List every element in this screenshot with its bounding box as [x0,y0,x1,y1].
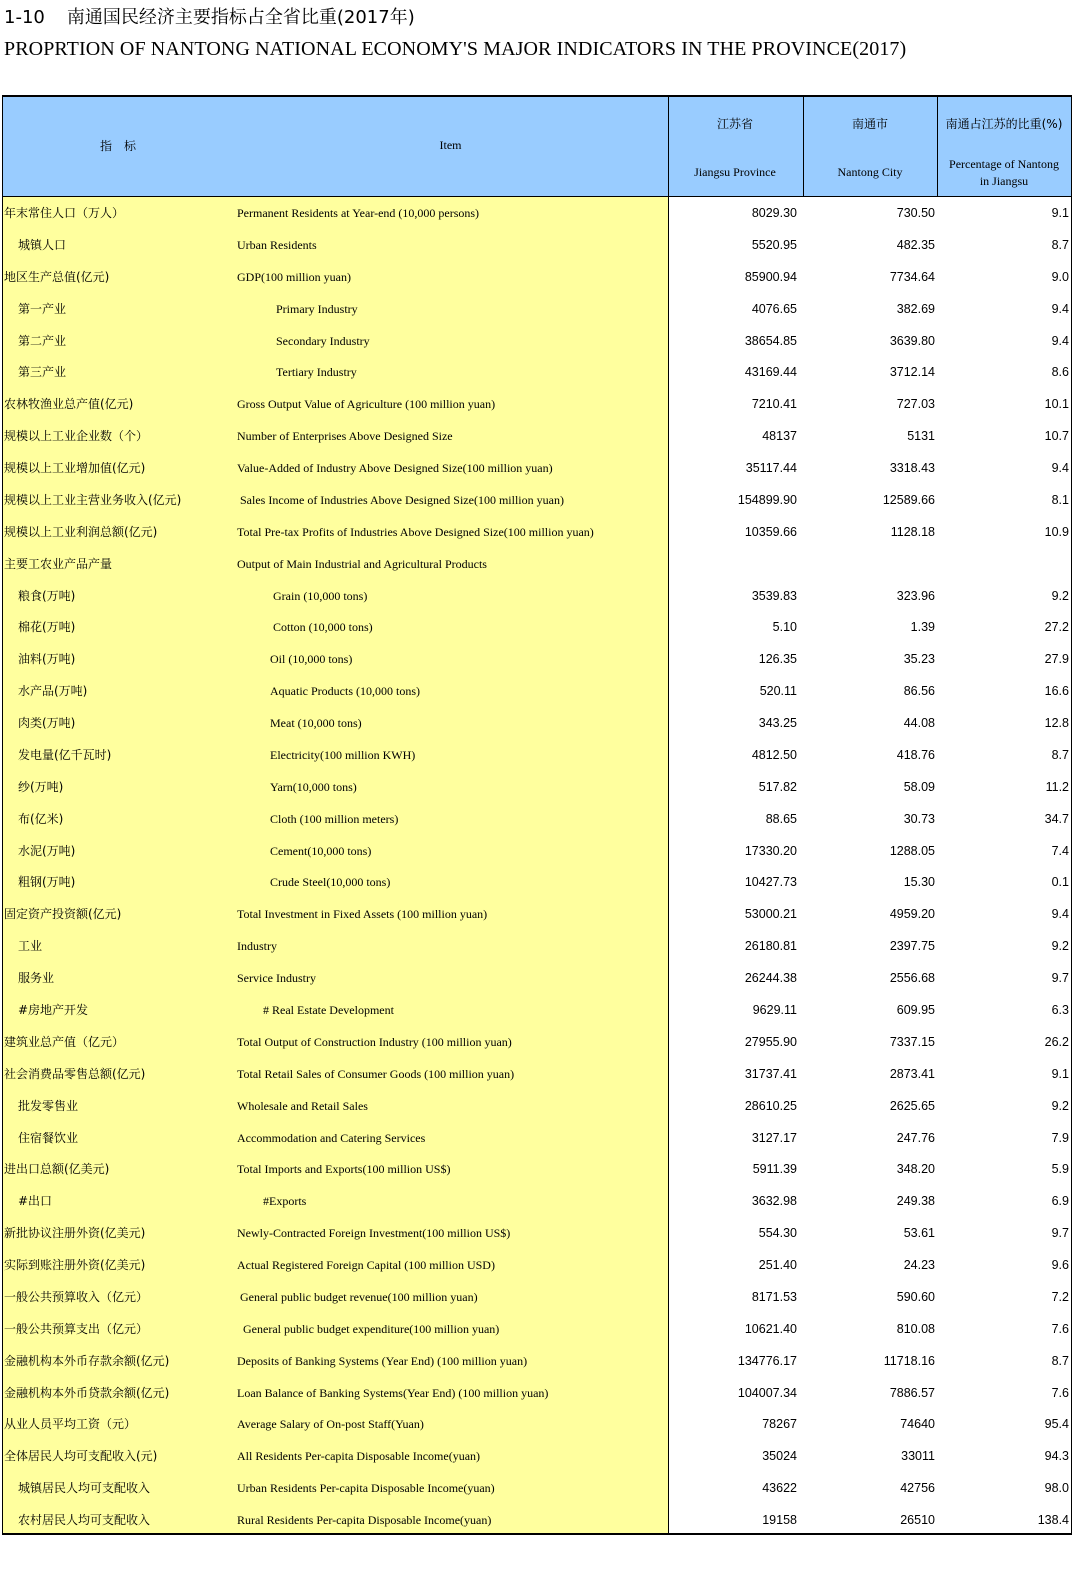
value-jiangsu: 53000.21 [744,907,797,922]
indicator-en: Value-Added of Industry Above Designed Size(100 million yuan) [237,461,553,476]
header-indicator: 指 标 [99,139,136,153]
table-row [3,994,1071,1026]
table-row [3,1281,1071,1313]
value-percentage: 95.4 [1044,1417,1069,1432]
value-percentage: 9.1 [1051,206,1069,220]
indicator-cn: 水产品(万吨) [18,684,88,699]
value-jiangsu: 38654.85 [744,333,797,348]
indicator-en: Urban Residents [237,237,317,252]
value-nantong: 7886.57 [889,1385,935,1400]
value-percentage: 9.4 [1051,333,1069,348]
value-nantong: 26510 [900,1513,935,1528]
indicator-cn: 第二产业 [18,333,67,348]
value-jiangsu: 5520.95 [751,237,797,252]
table-row [3,580,1071,612]
value-nantong: 30.73 [903,811,935,826]
table-row [3,1090,1071,1122]
value-jiangsu: 26180.81 [744,939,797,954]
table-header [3,97,1071,197]
indicator-en: Number of Enterprises Above Designed Size [237,429,453,444]
table-row [3,739,1071,771]
indicator-cn: 棉花(万吨) [18,620,76,635]
indicator-en: Total Output of Construction Industry (100 million yuan) [237,1034,512,1049]
table-row [3,1472,1071,1504]
value-nantong: 482.35 [896,237,935,252]
value-percentage: 27.2 [1044,620,1069,635]
indicator-en: Rural Residents Per-capita Disposable Income(yuan) [237,1513,492,1528]
value-nantong: 12589.66 [882,492,935,507]
indicator-cn: 固定资产投资额(亿元) [4,907,122,922]
indicator-en: Aquatic Products (10,000 tons) [270,684,420,699]
value-percentage: 10.7 [1044,429,1069,444]
table-row [3,293,1071,325]
indicator-cn: 社会消费品零售总额(亿元) [4,1066,146,1081]
value-jiangsu: 8171.53 [751,1289,797,1304]
value-jiangsu: 134776.17 [737,1353,797,1368]
value-jiangsu: 3632.98 [751,1194,797,1209]
table-row [3,1153,1071,1185]
value-nantong: 7337.15 [889,1034,935,1049]
value-nantong: 2556.68 [889,971,935,986]
indicator-cn: 规模以上工业主营业务收入(亿元) [4,492,182,507]
value-nantong: 7734.64 [889,269,935,284]
header-jiangsu-en: Jiangsu Province [694,165,776,179]
table-row [3,516,1071,548]
value-percentage: 8.7 [1051,1353,1069,1368]
table-row [3,930,1071,962]
table-row [3,1026,1071,1058]
table-row [3,484,1071,516]
value-percentage: 0.1 [1051,875,1069,890]
value-nantong: 247.76 [896,1130,935,1145]
value-nantong: 348.20 [896,1162,935,1177]
table-row [3,261,1071,293]
value-percentage: 8.7 [1051,237,1069,252]
table-row [3,611,1071,643]
value-nantong: 418.76 [896,747,935,762]
value-nantong: 15.30 [903,875,935,890]
value-jiangsu: 26244.38 [744,971,797,986]
value-nantong: 609.95 [896,1003,935,1017]
value-jiangsu: 154899.90 [737,492,797,507]
value-percentage: 8.7 [1051,747,1069,762]
title-cn-text: 南通国民经济主要指标占全省比重(2017年) [66,7,415,28]
value-percentage: 7.9 [1051,1130,1069,1145]
header-pct-cn: 南通占江苏的比重(%) [945,117,1063,131]
value-jiangsu: 31737.41 [744,1066,797,1081]
value-percentage: 138.4 [1037,1513,1069,1528]
value-nantong: 1.39 [910,620,935,635]
value-percentage: 9.7 [1051,1226,1069,1241]
value-percentage: 34.7 [1044,811,1069,826]
value-percentage: 9.2 [1051,1098,1069,1113]
indicator-en: Cloth (100 million meters) [270,811,399,826]
column-divider [803,97,804,197]
indicator-en: Total Pre-tax Profits of Industries Above Designed Size(100 million yuan) [237,524,594,539]
value-nantong: 44.08 [903,716,935,731]
table-row [3,388,1071,420]
value-percentage: 9.4 [1051,461,1069,476]
indicator-en: Oil (10,000 tons) [270,652,353,667]
header-pct-en-2: in Jiangsu [979,174,1029,188]
indicator-en: Output of Main Industrial and Agricultural Products [237,556,487,571]
value-percentage: 9.0 [1051,269,1069,284]
value-jiangsu: 27955.90 [744,1034,797,1049]
value-nantong: 33011 [901,1449,935,1464]
indicator-cn: 粗钢(万吨) [18,875,76,890]
indicator-cn: #房地产开发 [18,1003,89,1017]
indicator-cn: 全体居民人均可支配收入(元) [4,1449,158,1464]
value-nantong: 1128.18 [890,524,935,539]
value-nantong: 323.96 [896,588,935,603]
value-nantong: 730.50 [896,206,935,220]
header-item: Item [439,138,462,152]
value-percentage: 7.4 [1051,843,1069,858]
indicator-cn: 纱(万吨) [18,779,64,794]
indicator-en: Accommodation and Catering Services [237,1130,426,1145]
value-percentage: 7.6 [1051,1385,1069,1400]
indicator-cn: 服务业 [18,971,55,986]
table-row [3,962,1071,994]
table-row [3,1058,1071,1090]
header-nantong-cn: 南通市 [851,117,888,131]
indicator-cn: 一般公共预算收入（亿元） [4,1289,149,1304]
table-row [3,835,1071,867]
indicator-cn: 第一产业 [18,301,67,316]
value-jiangsu: 10359.66 [744,524,797,539]
indicator-cn: 实际到账注册外资(亿美元) [4,1258,146,1273]
indicator-cn: 城镇人口 [18,237,67,252]
value-jiangsu: 104007.34 [737,1385,797,1400]
value-jiangsu: 43169.44 [744,365,797,380]
value-percentage: 5.9 [1051,1162,1069,1177]
table-row [3,356,1071,388]
value-percentage: 9.4 [1051,301,1069,316]
table-row [3,675,1071,707]
indicator-cn: 批发零售业 [18,1098,79,1113]
indicator-en: #Exports [263,1194,307,1209]
indicator-cn: 油料(万吨) [18,652,76,667]
table-row [3,1122,1071,1154]
indicator-en: Wholesale and Retail Sales [237,1098,368,1113]
value-jiangsu: 88.65 [765,811,797,826]
indicator-en: Primary Industry [276,301,358,316]
indicator-en: Cotton (10,000 tons) [273,620,373,635]
table-row [3,1377,1071,1409]
table-row [3,1217,1071,1249]
page-title-cn [4,5,415,31]
table-row [3,643,1071,675]
value-percentage: 9.4 [1051,907,1069,922]
indicator-en: # Real Estate Development [263,1003,394,1017]
value-percentage: 16.6 [1044,684,1069,699]
table-row [3,1440,1071,1472]
value-jiangsu: 8029.30 [751,206,797,220]
value-jiangsu: 554.30 [758,1226,797,1241]
value-percentage: 8.6 [1051,365,1069,380]
value-nantong: 727.03 [896,397,935,412]
indicator-en: General public budget revenue(100 million yuan) [240,1289,478,1304]
indicator-en: Newly-Contracted Foreign Investment(100 million US$) [237,1226,511,1241]
value-nantong: 2873.41 [889,1066,935,1081]
value-jiangsu: 3127.17 [751,1130,797,1145]
value-jiangsu: 5.10 [772,620,797,635]
value-percentage: 9.2 [1051,588,1069,603]
value-percentage: 98.0 [1044,1481,1069,1496]
value-percentage: 94.3 [1044,1449,1069,1464]
indicator-cn: 工业 [18,939,43,954]
indicator-cn: 新批协议注册外资(亿美元) [4,1226,146,1241]
indicator-cn: 发电量(亿千瓦时) [18,747,112,762]
indicator-en: Gross Output Value of Agriculture (100 million yuan) [237,397,496,412]
value-nantong: 3712.14 [889,365,935,380]
value-jiangsu: 19158 [762,1513,797,1528]
value-nantong: 4959.20 [889,907,935,922]
table-row [3,898,1071,930]
value-percentage: 8.1 [1051,492,1069,507]
indicator-cn: 农林牧渔业总产值(亿元) [4,397,134,412]
table-row [3,1408,1071,1440]
value-nantong: 1288.05 [889,843,935,858]
table-row [3,803,1071,835]
table-row [3,1249,1071,1281]
table-row [3,452,1071,484]
indicator-cn: 金融机构本外币存款余额(亿元) [4,1353,170,1368]
indicator-cn: 建筑业总产值（亿元） [4,1034,125,1049]
value-jiangsu: 126.35 [758,652,797,667]
indicator-en: Secondary Industry [276,333,370,348]
value-percentage: 9.1 [1051,1066,1069,1081]
value-jiangsu: 520.11 [759,684,797,699]
value-nantong: 2625.65 [889,1098,935,1113]
value-percentage: 9.2 [1051,939,1069,954]
value-nantong: 58.09 [903,779,935,794]
table-row [3,771,1071,803]
value-nantong: 3318.43 [889,461,935,476]
value-nantong: 590.60 [896,1289,935,1304]
value-nantong: 810.08 [896,1321,935,1336]
indicator-en: General public budget expenditure(100 million yuan) [243,1321,500,1336]
value-percentage: 12.8 [1044,716,1069,731]
indicator-en: Electricity(100 million KWH) [270,747,416,762]
value-nantong: 35.23 [903,652,935,667]
table-row [3,1504,1071,1535]
indicator-cn: 水泥(万吨) [18,843,76,858]
value-percentage: 7.2 [1051,1289,1069,1304]
indicator-en: Crude Steel(10,000 tons) [270,875,391,890]
indicator-cn: 肉类(万吨) [18,716,76,731]
value-nantong: 86.56 [903,684,935,699]
table-row [3,229,1071,261]
table-row [3,866,1071,898]
value-jiangsu: 17330.20 [744,843,797,858]
indicator-cn: 规模以上工业企业数（个） [4,429,149,444]
table-row [3,1313,1071,1345]
indicator-cn: 城镇居民人均可支配收入 [18,1481,151,1496]
indicator-cn: 年末常住人口（万人） [4,206,125,220]
table-row [3,1345,1071,1377]
value-percentage: 6.9 [1051,1194,1069,1209]
value-jiangsu: 35024 [762,1449,797,1464]
value-percentage: 26.2 [1044,1034,1069,1049]
indicator-cn: 粮食(万吨) [18,588,76,603]
indicator-en: Meat (10,000 tons) [270,716,362,731]
value-nantong: 382.69 [896,301,935,316]
indicator-en: Sales Income of Industries Above Designed Size(100 million yuan) [240,492,564,507]
value-percentage: 9.7 [1051,971,1069,986]
value-jiangsu: 85900.94 [744,269,797,284]
indicator-cn: 住宿餐饮业 [18,1130,79,1145]
table-row [3,420,1071,452]
header-nantong-en: Nantong City [837,165,903,179]
indicator-cn: 进出口总额(亿美元) [4,1162,110,1177]
indicator-en: Actual Registered Foreign Capital (100 million USD) [237,1258,495,1273]
value-jiangsu: 78267 [762,1417,797,1432]
column-divider [937,97,938,197]
indicator-cn: 第三产业 [18,365,67,380]
indicator-cn: 规模以上工业利润总额(亿元) [4,524,158,539]
value-jiangsu: 10427.73 [744,875,797,890]
value-percentage: 6.3 [1051,1003,1069,1017]
table-row [3,707,1071,739]
value-jiangsu: 5911.39 [752,1162,797,1177]
indicator-cn: 农村居民人均可支配收入 [18,1513,151,1528]
indicator-en: Urban Residents Per-capita Disposable Income(yuan) [237,1481,495,1496]
value-jiangsu: 4812.50 [751,747,797,762]
indicator-cn: 从业人员平均工资（元） [4,1417,137,1432]
value-jiangsu: 3539.83 [751,588,797,603]
indicator-cn: 主要工农业产品产量 [4,556,113,571]
value-percentage: 27.9 [1044,652,1069,667]
indicator-en: Service Industry [237,971,316,986]
value-nantong: 2397.75 [889,939,935,954]
value-percentage: 10.9 [1044,524,1069,539]
indicator-en: All Residents Per-capita Disposable Income(yuan) [237,1449,481,1464]
value-jiangsu: 10621.40 [744,1321,797,1336]
indicator-en: GDP(100 million yuan) [237,269,351,284]
table-row [3,325,1071,357]
value-nantong: 5131 [907,429,935,444]
indicator-en: Cement(10,000 tons) [270,843,372,858]
value-jiangsu: 7210.41 [751,397,797,412]
indicator-en: Loan Balance of Banking Systems(Year End) (100 million yuan) [237,1385,549,1400]
indicator-en: Yarn(10,000 tons) [270,779,357,794]
indicator-en: Deposits of Banking Systems (Year End) (100 million yuan) [237,1353,528,1368]
indicator-en: Tertiary Industry [276,365,357,380]
value-nantong: 249.38 [896,1194,935,1209]
value-jiangsu: 35117.44 [745,461,797,476]
value-nantong: 24.23 [903,1258,935,1273]
value-nantong: 74640 [900,1417,935,1432]
value-jiangsu: 517.82 [758,779,797,794]
table-number: 1-10 [4,7,45,28]
value-percentage: 9.6 [1051,1258,1069,1273]
indicator-cn: 规模以上工业增加值(亿元) [4,461,146,476]
table-row [3,548,1071,580]
value-percentage: 11.2 [1045,779,1069,794]
header-pct-en-1: Percentage of Nantong [949,157,1059,171]
value-percentage: 7.6 [1051,1321,1069,1336]
value-jiangsu: 48137 [762,429,797,444]
indicator-cn: 布(亿米) [18,811,64,826]
indicator-en: Total Investment in Fixed Assets (100 million yuan) [237,907,488,922]
indicator-en: Industry [237,939,277,954]
value-nantong: 11718.16 [883,1353,935,1368]
value-percentage: 10.1 [1044,397,1069,412]
indicator-cn: #出口 [18,1194,53,1209]
value-jiangsu: 28610.25 [744,1098,797,1113]
indicator-cn: 金融机构本外币贷款余额(亿元) [4,1385,170,1400]
indicator-en: Total Imports and Exports(100 million US$) [237,1162,451,1177]
indicator-en: Average Salary of On-post Staff(Yuan) [237,1417,424,1432]
indicator-table [2,95,1072,1535]
indicator-en: Permanent Residents at Year-end (10,000 persons) [237,206,480,220]
value-jiangsu: 251.40 [758,1258,797,1273]
value-jiangsu: 4076.65 [751,301,797,316]
table-row [3,1185,1071,1217]
page-title-en: PROPRTION OF NANTONG NATIONAL ECONOMY'S MAJOR INDICATORS IN THE PROVINCE(2017) [4,38,907,60]
indicator-cn: 一般公共预算支出（亿元） [4,1321,149,1336]
indicator-en: Grain (10,000 tons) [273,588,368,603]
value-nantong: 42756 [900,1481,935,1496]
table-row [3,197,1071,229]
value-nantong: 3639.80 [889,333,935,348]
indicator-cn: 地区生产总值(亿元) [4,269,110,284]
indicator-en: Total Retail Sales of Consumer Goods (100 million yuan) [237,1066,515,1081]
value-jiangsu: 343.25 [758,716,797,731]
value-jiangsu: 9629.11 [752,1003,797,1017]
value-jiangsu: 43622 [762,1481,797,1496]
header-jiangsu-cn: 江苏省 [716,117,753,131]
value-nantong: 53.61 [903,1226,935,1241]
